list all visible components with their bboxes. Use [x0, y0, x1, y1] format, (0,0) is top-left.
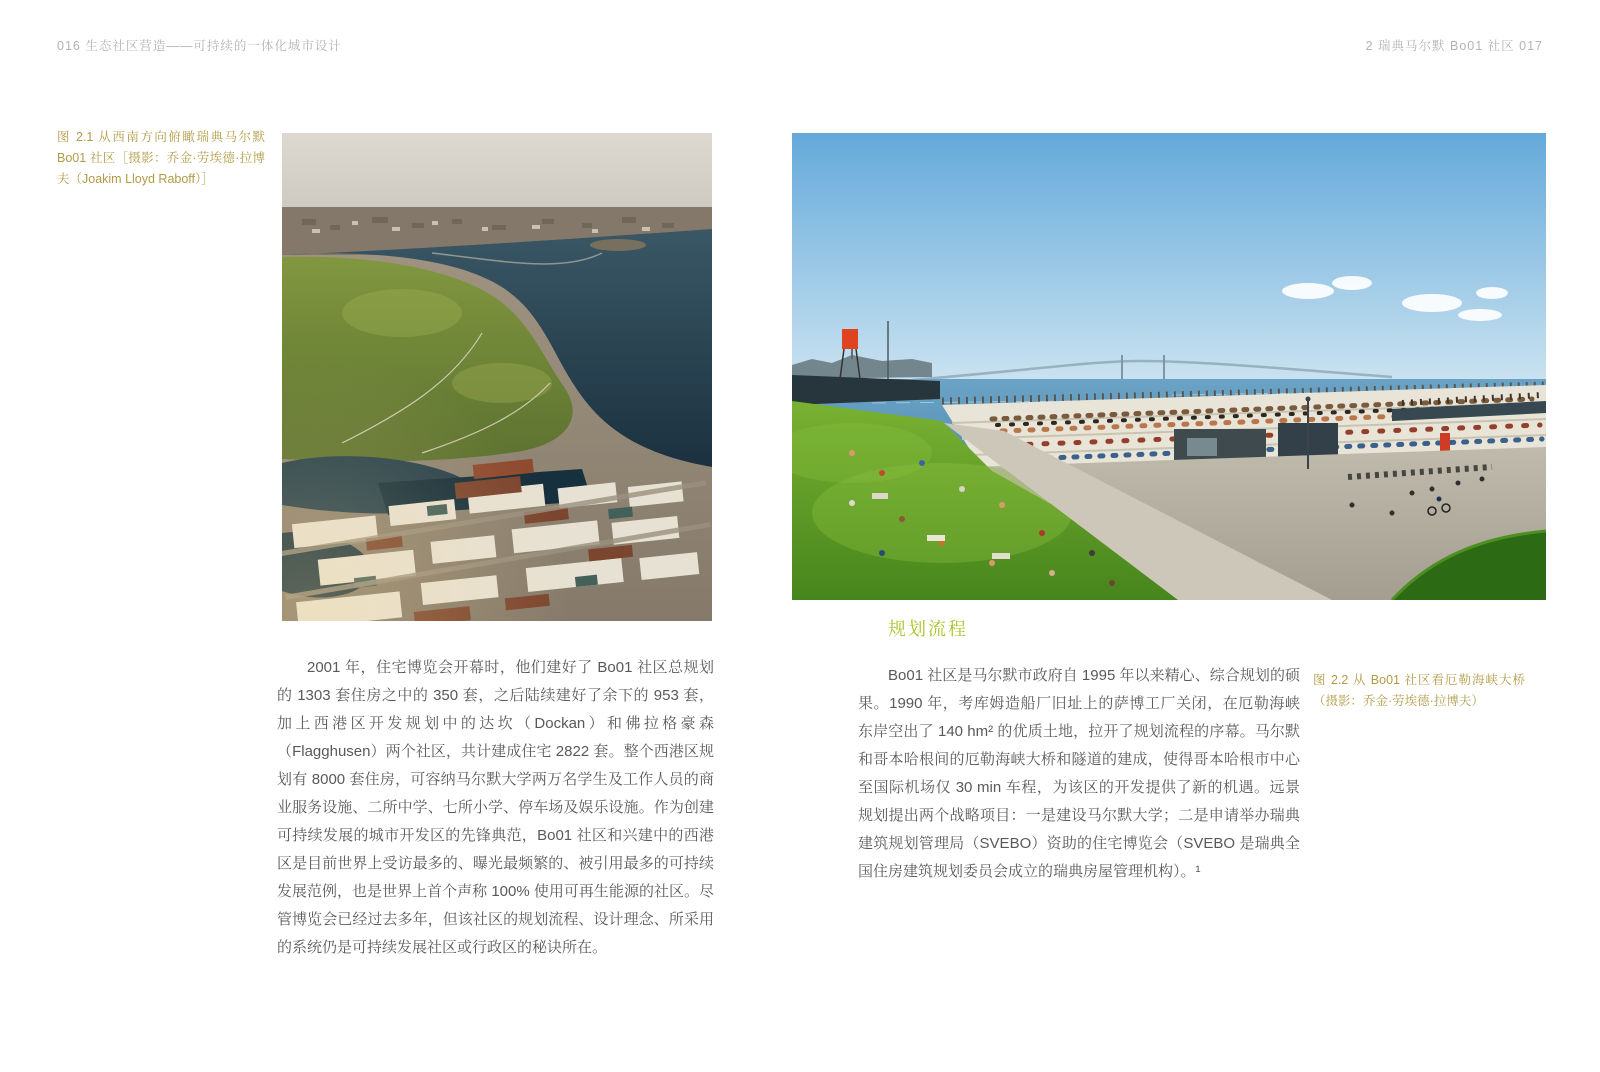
lawn-highlight [342, 289, 462, 337]
kiosk-sign [1187, 438, 1217, 456]
section-title-planning-process: 规划流程 [888, 619, 968, 639]
figure-2-2-photo [792, 133, 1546, 600]
seaside-photo-art [792, 133, 1546, 600]
lifeguard-tower [842, 329, 858, 349]
running-head-right: 2 瑞典马尔默 Bo01 社区 017 [1365, 39, 1543, 53]
figure-2-2-caption: 图 2.2 从 Bo01 社区看厄勒海峡大桥（摄影：乔金·劳埃德·拉博夫） [1313, 673, 1525, 708]
harbor-island [590, 239, 646, 251]
aerial-photo-art [282, 133, 712, 621]
lamp-head [1306, 397, 1311, 402]
right-page-body: Bo01 社区是马尔默市政府自 1995 年以来精心、综合规划的硕果。1990 年，考库姆造船厂旧址上的萨博工厂关闭，在厄勒海峡东岸空出了 140 hm² 的优质土地，拉开了规划流程的序幕。马尔默和哥本哈根间的厄勒海峡大桥和隧道的建成，使得哥本哈根市中心至国际机场仅 30 min 车程，为该区的开发提供了新的机遇。远景规划提出两个战略项目：一是建设马尔默大学；二是申请举办瑞典建筑规划管理局（SVEBO）资助的住宅博览会（SVEBO 是瑞典全国住房建筑规划委员会成立的瑞典房屋管理机构）。¹ [858, 667, 1300, 880]
sky [792, 133, 1546, 393]
left-page-body: 2001 年，住宅博览会开幕时，他们建好了 Bo01 社区总规划的 1303 套住房之中的 350 套，之后陆续建好了余下的 953 套，加上西港区开发规划中的达坎（Dockan）和佛拉格豪森（Flagghusen）两个社区，共计建成住宅 2822 套。整个西港区规划有 8000 套住房，可容纳马尔默大学两万名学生及工作人员的商业服务设施、二所中学、七所小学、停车场及娱乐设施。作为创建可持续发展的城市开发区的先锋典范，Bo01 社区和兴建中的西港区是目前世界上受访最多的、曝光最频繁的、被引用最多的可持续发展范例，也是世界上首个声称 100% 使用可再生能源的社区。尽管博览会已经过去多年，但该社区的规划流程、设计理念、所采用的系统仍是可持续发展社区或行政区的秘诀所在。 [277, 659, 714, 956]
running-head-left: 016 生态社区营造——可持续的一体化城市设计 [57, 39, 342, 53]
figure-2-1-caption: 图 2.1 从西南方向俯瞰瑞典马尔默 Bo01 社区［摄影：乔金·劳埃德·拉博夫（Joakim Lloyd Raboff）］ [57, 130, 265, 186]
lawn-highlight-2 [452, 363, 552, 403]
figure-2-1-photo [282, 133, 712, 621]
